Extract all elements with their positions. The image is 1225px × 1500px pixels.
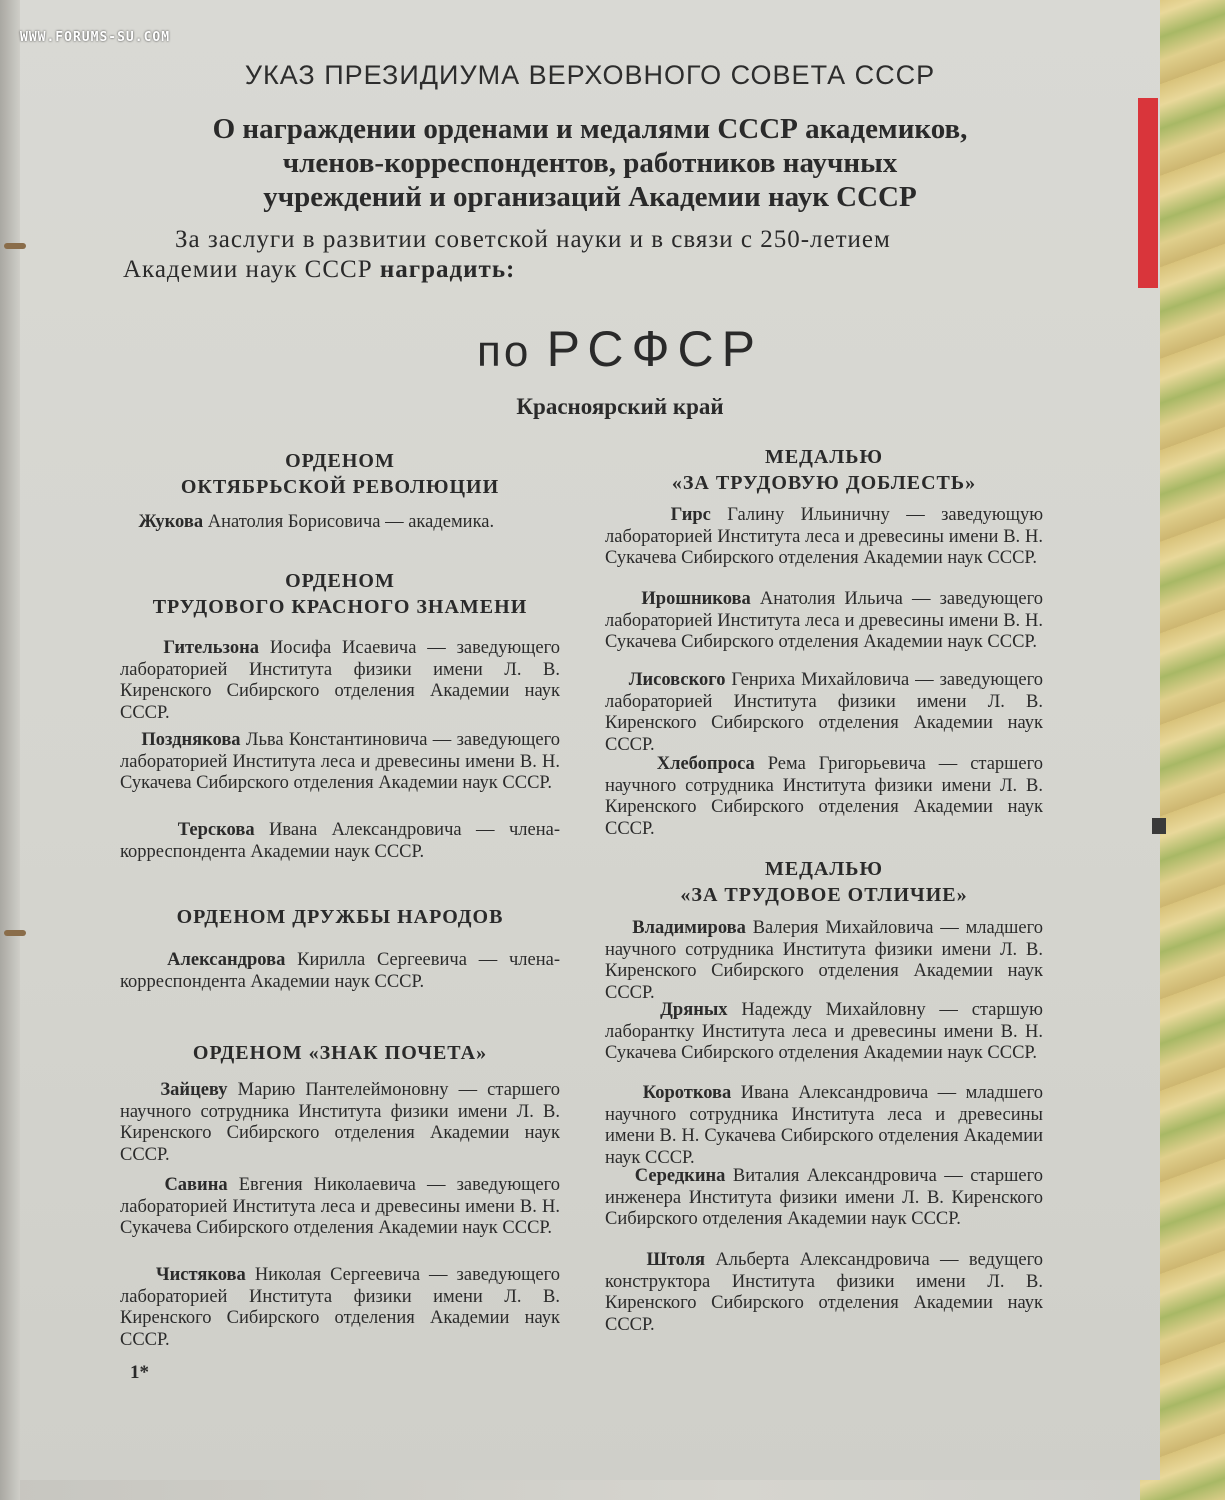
award-entry — [605, 505, 1043, 570]
document-page — [20, 0, 1160, 1480]
intro-line-2 — [123, 256, 515, 284]
recipient-name: Лисовского — [628, 670, 726, 690]
award-entry — [605, 754, 1043, 840]
section-line: МЕДАЛЬЮ — [764, 446, 884, 468]
award-entry — [120, 730, 560, 795]
page-binding — [0, 0, 20, 1500]
left-section-4-heading: ОРДЕНОМ «ЗНАК ПОЧЕТА» — [192, 1042, 488, 1064]
right-section-1-heading — [605, 444, 1043, 496]
award-entry — [605, 670, 1043, 756]
award-entry — [605, 1083, 1043, 1169]
watermark: WWW.FORUMS-SU.COM — [20, 30, 171, 45]
recipient-details: Анатолия Борисовича — академика. — [207, 512, 495, 532]
subtitle-line-2: членов-корреспондентов, работников научных — [282, 147, 898, 179]
recipient-details: Валерия Михайловича — младшего научного сотрудника Института физики имени Л. В. Киренского Сибирского отделения Академии наук СССР. — [605, 918, 1043, 1003]
recipient-details: Кирилла Сергеевича — члена-корреспондента Академии наук СССР. — [120, 950, 561, 992]
left-section-2-heading — [120, 568, 560, 620]
award-entry — [605, 918, 1043, 1004]
intro-line-1: За заслуги в развитии советской науки и в связи с 250-летием — [175, 226, 891, 253]
recipient-details: Марию Пантелеймоновну — старшего научного сотрудника Института физики имени Л. В. Киренского Сибирского отделения Академии наук СССР. — [120, 1080, 561, 1165]
recipient-details: Льва Константиновича — заведующего лабораторией Института леса и древесины имени В. Н. Сукачева Сибирского отделения Академии наук СССР. — [120, 730, 561, 793]
recipient-details: Ивана Александровича — младшего научного сотрудника Института леса и древесины имени В. Н. Сукачева Сибирского отделения Академии наук СССР. — [605, 1083, 1044, 1168]
binding-stitch — [4, 243, 26, 249]
recipient-name: Позднякова — [141, 730, 241, 750]
section-line: ОРДЕНОМ — [285, 570, 395, 592]
subtitle-line-1: О награждении орденами и медалями СССР академиков, — [212, 113, 968, 145]
right-section-2-heading — [605, 856, 1043, 908]
recipient-name: Александрова — [167, 950, 286, 970]
intro-bold: наградить: — [379, 256, 516, 283]
recipient-name: Жукова — [138, 512, 204, 532]
recipient-name: Гирс — [670, 505, 711, 525]
recipient-details: Иосифа Исаевича — заведующего лабораторией Института физики имени Л. В. Киренского Сибирского отделения Академии наук СССР. — [120, 638, 561, 723]
decree-title: УКАЗ ПРЕЗИДИУМА ВЕРХОВНОГО СОВЕТА СССР — [244, 60, 936, 90]
award-entry — [120, 512, 560, 534]
binding-stitch — [4, 930, 26, 936]
recipient-name: Зайцеву — [160, 1080, 228, 1100]
recipient-name: Хлебопроса — [656, 754, 755, 774]
recipient-name: Короткова — [642, 1083, 732, 1103]
left-section-3-heading: ОРДЕНОМ ДРУЖБЫ НАРОДОВ — [176, 906, 504, 928]
award-entry — [605, 589, 1043, 654]
award-entry — [120, 820, 560, 863]
section-line: ОРДЕНОМ — [285, 450, 395, 472]
recipient-name: Середкина — [634, 1166, 726, 1186]
page-marker — [1152, 818, 1166, 834]
section-line: МЕДАЛЬЮ — [764, 858, 884, 880]
krai-heading: Красноярский край — [516, 394, 724, 419]
recipient-name: Чистякова — [156, 1265, 246, 1285]
section-line: «ЗА ТРУДОВОЕ ОТЛИЧИЕ» — [680, 884, 968, 906]
award-entry — [605, 1000, 1043, 1065]
section-line: ОКТЯБРЬСКОЙ РЕВОЛЮЦИИ — [180, 476, 500, 498]
left-section-1-heading — [120, 448, 560, 500]
intro-text: Академии наук СССР — [123, 256, 373, 283]
award-entry — [120, 950, 560, 993]
region-rsfsr: РСФСР — [546, 321, 763, 377]
region-po: по — [477, 327, 532, 376]
section-line: ТРУДОВОГО КРАСНОГО ЗНАМЕНИ — [152, 596, 528, 618]
award-entry — [605, 1166, 1043, 1231]
recipient-details: Анатолия Ильича — заведующего лабораторией Института леса и древесины имени В. Н. Сукачева Сибирского отделения Академии наук СССР. — [605, 589, 1044, 652]
award-entry — [120, 1175, 560, 1240]
recipient-name: Владимирова — [632, 918, 746, 938]
recipient-details: Виталия Александровича — старшего инженера Института физики имени Л. В. Киренского Сибирского отделения Академии наук СССР. — [605, 1166, 1044, 1229]
award-entry — [120, 1080, 560, 1166]
recipient-name: Дряных — [660, 1000, 728, 1020]
page-number: 1* — [130, 1362, 149, 1383]
recipient-details: Ивана Александровича — члена-корреспондента Академии наук СССР. — [120, 820, 561, 862]
red-page-marker — [1138, 98, 1158, 288]
subtitle-line-3: учреждений и организаций Академии наук СССР — [263, 181, 917, 213]
section-line: «ЗА ТРУДОВУЮ ДОБЛЕСТЬ» — [671, 472, 977, 494]
recipient-details: Надежду Михайловну — старшую лаборантку Института леса и древесины имени В. Н. Сукачева Сибирского отделения Академии наук СССР. — [605, 1000, 1044, 1063]
recipient-details: Николая Сергеевича — заведующего лабораторией Института физики имени Л. В. Киренского Сибирского отделения Академии наук СССР. — [120, 1265, 560, 1350]
recipient-details: Альберта Александровича — ведущего конструктора Института физики имени Л. В. Киренского Сибирского отделения Академии наук СССР. — [605, 1250, 1043, 1335]
recipient-details: Евгения Николаевича — заведующего лабораторией Института леса и древесины имени В. Н. Сукачева Сибирского отделения Академии наук СССР. — [120, 1175, 560, 1238]
award-entry — [120, 1265, 560, 1351]
recipient-name: Гительзона — [163, 638, 259, 658]
recipient-name: Штоля — [646, 1250, 706, 1270]
award-entry — [120, 638, 560, 724]
award-entry — [605, 1250, 1043, 1336]
recipient-name: Ирошникова — [641, 589, 751, 609]
recipient-details: Галину Ильиничну — заведующую лабораторией Института леса и древесины имени В. Н. Сукачева Сибирского отделения Академии наук СССР. — [605, 505, 1044, 568]
recipient-details: Генриха Михайловича — заведующего лабораторией Института физики имени Л. В. Киренского Сибирского отделения Академии наук СССР. — [605, 670, 1044, 755]
recipient-name: Савина — [164, 1175, 228, 1195]
recipient-name: Терскова — [177, 820, 255, 840]
recipient-details: Рема Григорьевича — старшего научного сотрудника Института физики имени Л. В. Киренского Сибирского отделения Академии наук СССР. — [605, 754, 1044, 839]
region-heading — [320, 320, 920, 378]
